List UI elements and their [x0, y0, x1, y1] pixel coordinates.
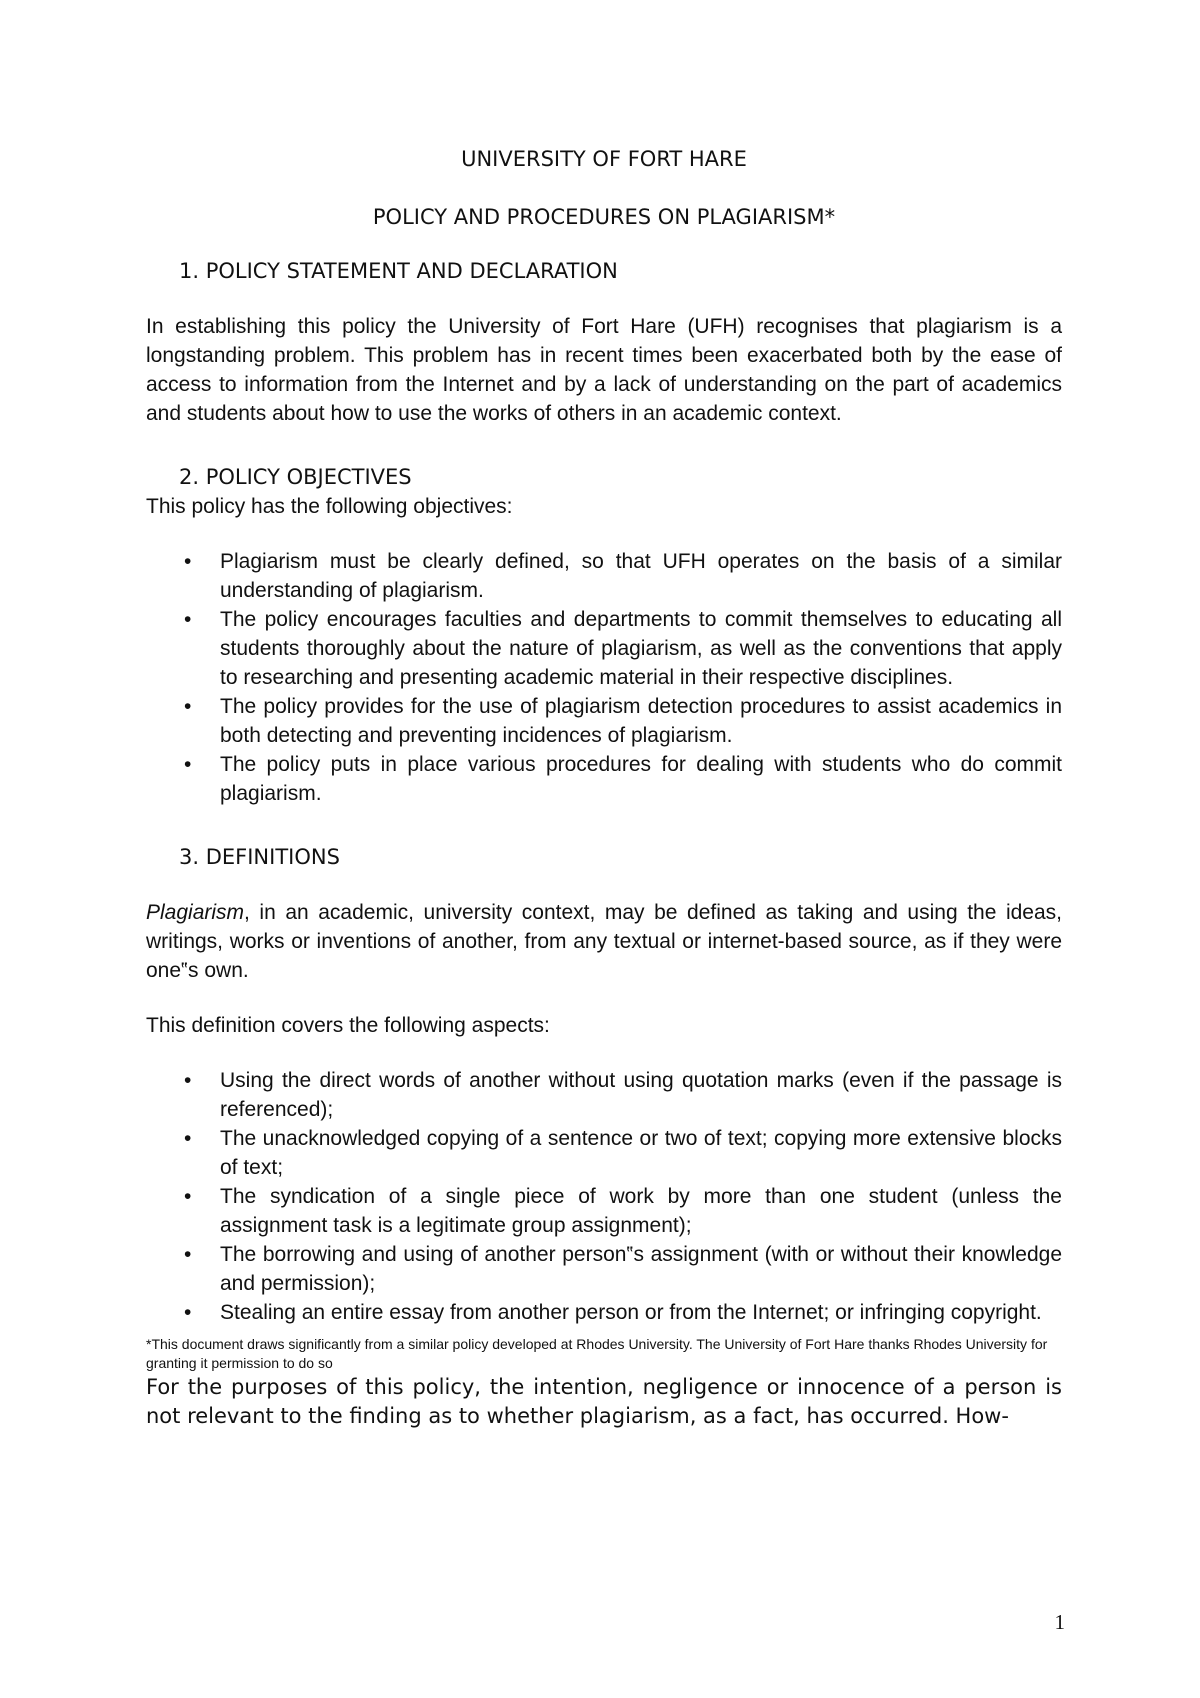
section1-paragraph: In establishing this policy the University of Fort Hare (UFH) recognises that plagiarism is a longstanding problem. This problem has in recent times been exacerbated both by the ease of access to information from the Internet and by a lack of understanding on the part of academics and students about how to use the works of others in an academic context. — [146, 315, 1062, 425]
bullet-icon: • — [184, 1127, 192, 1150]
continuation-paragraph: For the purposes of this policy, the intention, negligence or innocence of a person is not relevant to the finding as to whether plagiarism, as a fact, has occurred. How- — [146, 1375, 1062, 1428]
objectives-list — [146, 547, 1062, 808]
aspects-intro: This definition covers the following aspects: — [146, 1014, 550, 1037]
list-item-text: The unacknowledged copying of a sentence or two of text; copying more extensive blocks of text; — [220, 1127, 1062, 1179]
section2-heading: 2. POLICY OBJECTIVES — [179, 465, 412, 489]
aspects-list — [146, 1066, 1062, 1327]
bullet-icon: • — [184, 608, 192, 631]
definition-term: Plagiarism — [146, 901, 245, 924]
bullet-icon: • — [184, 753, 192, 776]
page-content — [146, 144, 1062, 1431]
list-item — [146, 1298, 1062, 1327]
list-item-text: The policy encourages faculties and departments to commit themselves to educating all students thoroughly about the nature of plagiarism, as well as the conventions that apply to researching and presenting academic material in their respective disciplines. — [220, 608, 1062, 689]
list-item — [146, 1182, 1062, 1240]
list-item — [146, 1240, 1062, 1298]
list-item-text: The syndication of a single piece of work by more than one student (unless the assignment task is a legitimate group assignment); — [220, 1185, 1062, 1237]
section1-heading: 1. POLICY STATEMENT AND DECLARATION — [179, 259, 618, 283]
page-number: 1 — [1054, 1610, 1065, 1634]
list-item-text: The borrowing and using of another person‟s assignment (with or without their knowledge and permission); — [220, 1243, 1062, 1295]
list-item — [146, 547, 1062, 605]
bullet-icon: • — [184, 1243, 192, 1266]
section3-heading: 3. DEFINITIONS — [179, 845, 340, 869]
footnote: *This document draws significantly from a similar policy developed at Rhodes University. The University of Fort Hare thanks Rhodes University for granting it permission to do so — [146, 1336, 1048, 1371]
list-item — [146, 692, 1062, 750]
bullet-icon: • — [184, 1301, 192, 1324]
list-item-text: Using the direct words of another without using quotation marks (even if the passage is referenced); — [220, 1069, 1062, 1121]
bullet-icon: • — [184, 695, 192, 718]
definition-paragraph — [146, 898, 1062, 985]
bullet-icon: • — [184, 1185, 192, 1208]
list-item — [146, 605, 1062, 692]
list-item — [146, 750, 1062, 808]
policy-title: POLICY AND PROCEDURES ON PLAGIARISM* — [372, 205, 836, 229]
definition-text: , in an academic, university context, may be defined as taking and using the ideas, writings, works or inventions of another, from any textual or internet-based source, as if they were one‟s own. — [146, 901, 1062, 982]
section2-intro: This policy has the following objectives: — [146, 495, 513, 518]
bullet-icon: • — [184, 550, 192, 573]
list-item-text: The policy puts in place various procedures for dealing with students who do commit plagiarism. — [220, 753, 1062, 805]
list-item-text: The policy provides for the use of plagiarism detection procedures to assist academics in both detecting and preventing incidences of plagiarism. — [220, 695, 1062, 747]
list-item-text: Plagiarism must be clearly defined, so that UFH operates on the basis of a similar understanding of plagiarism. — [220, 550, 1062, 602]
list-item-text: Stealing an entire essay from another person or from the Internet; or infringing copyright. — [220, 1301, 1042, 1324]
university-title: UNIVERSITY OF FORT HARE — [461, 147, 747, 171]
list-item — [146, 1066, 1062, 1124]
bullet-icon: • — [184, 1069, 192, 1092]
list-item — [146, 1124, 1062, 1182]
